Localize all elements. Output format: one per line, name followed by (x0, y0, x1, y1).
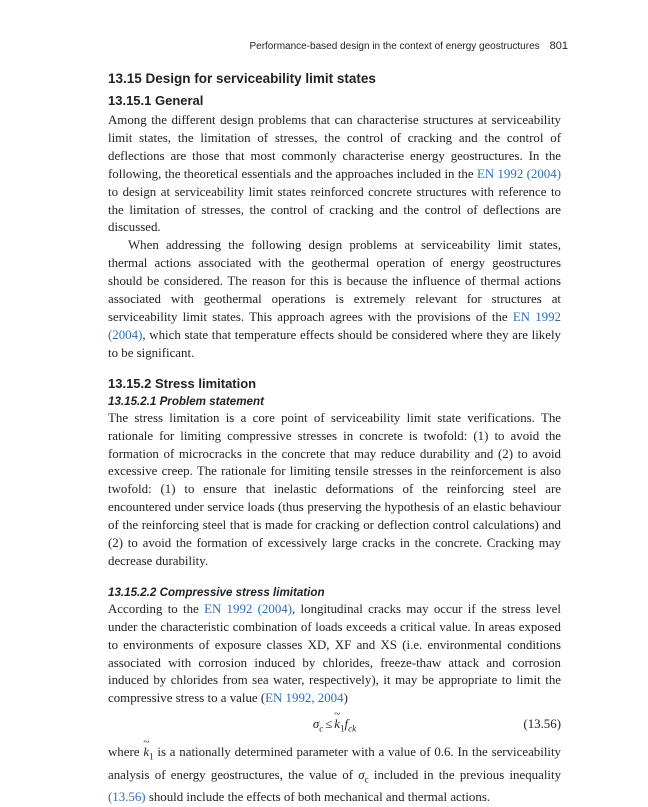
citation-link[interactable]: EN 1992 (2004) (108, 309, 561, 342)
running-header (108, 40, 568, 52)
text-run: According to the (108, 601, 205, 616)
inline-sigma-sub: c (364, 774, 369, 785)
eq-f-sub: ck (348, 723, 357, 734)
section-title: 13.15 Design for serviceability limit states (108, 71, 376, 86)
text-run: to design at serviceability limit states reinforced concrete structures with reference to the limitation of stresses, the control of cracking and the control of deflections are discussed. (108, 184, 561, 235)
subsection-title-stress: 13.15.2 Stress limitation (108, 375, 257, 391)
general-paragraph-2 (108, 237, 561, 362)
eq-f: f (344, 717, 349, 732)
equation-link[interactable]: (13.56) (108, 790, 146, 805)
equation-body (108, 716, 561, 738)
problem-paragraph: The stress limitation is a core point of serviceability limit state verifications. The rationale for limiting compressive stresses in concrete is twofold: (1) to avoid the formation of microcracks in the concrete that may reduce durability and (2) to avoid excessive creep. The rationale for limiting tensile stresses in the reinforcement is also twofold: (1) to ensure that inelastic deformations of the reinforcing steel are encountered under service loads (thus preserving the hypothesis of an elastic behaviour of the reinforcing steel that is made for cracking or deflection control calculations) and (2) to avoid the formation of excessively large cracks in the concrete. Cracking may decrease durability. (108, 410, 561, 568)
inline-sigma: σ (358, 767, 365, 782)
running-title: Performance-based design in the context of energy geostructures (249, 41, 540, 52)
text-run: ) (343, 691, 348, 706)
text-run: When addressing the following design problems at serviceability limit states, thermal actions associated with the geothermal operation of energy geostructures should be considered. The reason for this is because the influence of thermal actions associated with geothermal operations is extremely relevant for structures at serviceability limit states. This approach agrees with the provisions of the (108, 238, 561, 324)
eq-sigma: σ (312, 717, 320, 732)
main-content (108, 70, 561, 807)
page-number: 801 (549, 40, 568, 52)
eq-operator: ≤ (325, 717, 333, 732)
subsubsection-title-problem: 13.15.2.1 Problem statement (108, 394, 264, 408)
compressive-paragraph-2 (108, 744, 561, 807)
citation-link[interactable]: EN 1992 (2004) (476, 166, 561, 181)
inline-k-tilde: ~ k (143, 744, 149, 762)
equation-number: (13.56) (523, 717, 561, 732)
text-run: , which state that temperature effects should be considered where they are likely to be significant. (108, 327, 561, 360)
general-paragraph-1 (108, 112, 561, 237)
text-run: Among the different design problems that can characterise structures at serviceability limit states, the limitation of stresses, the control of cracking and the control of deflections are those that most commonly characterise energy geostructures. In the following, the theoretical essentials and the approaches included in the (108, 113, 561, 181)
eq-sigma-sub: c (319, 723, 324, 734)
inline-k-sub: 1 (149, 751, 154, 762)
text-run: , longitudinal cracks may occur if the stress level under the characteristic combination of loads exceeds a critical value. In areas exposed to environments of exposure classes XD, XF and XS (i.e. environmental conditions associated with corrosion induced by chlorides, freeze-thaw attack and corrosion induced by chlorides from sea water, respectively), it may be appropriate to limit the compressive stress to a value ( (108, 601, 561, 706)
text-run: is a nationally determined parameter with a value of 0.6. In the serviceability analysis of energy geostructures, the value of (108, 745, 562, 782)
text-run: where (108, 745, 144, 760)
text-run: should include the effects of both mechanical and thermal actions. (145, 790, 491, 805)
citation-link[interactable]: EN 1992 (2004) (204, 601, 293, 616)
subsubsection-title-compressive: 13.15.2.2 Compressive stress limitation (108, 585, 325, 599)
text-run: included in the previous inequality (368, 767, 562, 782)
subsection-title-general: 13.15.1 General (108, 93, 204, 108)
eq-k-tilde: ~ k (334, 716, 340, 734)
eq-k-sub: 1 (340, 723, 345, 734)
equation-13-56 (108, 716, 561, 738)
compressive-paragraph-1 (108, 601, 561, 708)
citation-link[interactable]: EN 1992, 2004 (265, 691, 344, 706)
